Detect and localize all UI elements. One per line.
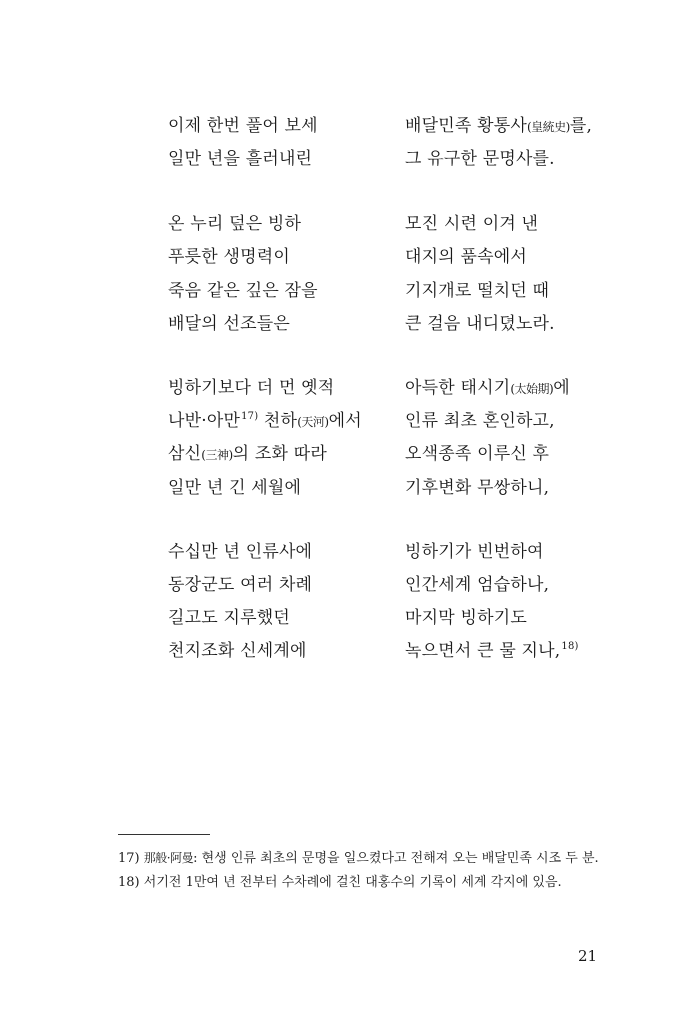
poem-line [405, 114, 592, 139]
poem-line: 죽음 같은 깊은 잠을 [168, 281, 318, 301]
poem-text: 를, [569, 116, 593, 136]
poem-line [168, 442, 327, 467]
poem-text: 에서 [328, 411, 362, 431]
poem-line: 배달의 선조들은 [168, 314, 290, 334]
poem-line: 이제 한번 풀어 보세 [168, 116, 318, 136]
poem-line: 오색종족 이루신 후 [405, 444, 550, 464]
poem-text: 배달민족 황통사 [405, 116, 527, 136]
poem-text: 삼신 [168, 444, 202, 464]
footnote-18 [118, 873, 562, 893]
poem-line [168, 409, 362, 434]
poem-line: 푸릇한 생명력이 [168, 247, 290, 267]
poem-text: 에 [553, 378, 570, 398]
poem-line [405, 376, 570, 401]
poem-line: 수십만 년 인류사에 [168, 542, 313, 562]
poem-line: 동장군도 여러 차례 [168, 575, 313, 595]
poem-line: 일만 년 긴 세월에 [168, 478, 302, 498]
poem-line: 기후변화 무쌍하니, [405, 478, 550, 498]
footnote-ref: 17) [241, 411, 259, 422]
footnote-ref: 18) [561, 641, 579, 652]
footnote-text: : 현생 인류 최초의 문명을 일으켰다고 전해져 오는 배달민족 시조 두 분. [193, 851, 599, 866]
poem-line [405, 639, 579, 663]
hanja-annotation: (太始期) [510, 382, 554, 396]
poem-text: 아득한 태시기 [405, 378, 511, 398]
poem-line: 기지개로 떨치던 때 [405, 281, 550, 301]
page-number: 21 [578, 947, 598, 965]
poem-line: 길고도 지루했던 [168, 608, 290, 628]
footnote-17 [118, 848, 599, 869]
poem-text: 녹으면서 큰 물 지나, [405, 641, 561, 661]
footnote-number: 17) [118, 851, 140, 866]
poem-text: 나반·아만 [168, 411, 241, 431]
hanja-annotation: 那般·阿曼 [143, 851, 194, 865]
poem-line: 모진 시련 이겨 낸 [405, 214, 539, 234]
poem-line: 일만 년을 흘러내린 [168, 149, 313, 169]
poem-line: 온 누리 덮은 빙하 [168, 214, 302, 234]
poem-text: 천하 [258, 411, 298, 431]
footnote-divider [118, 834, 210, 835]
poem-line: 인류 최초 혼인하고, [405, 411, 555, 431]
poem-line: 그 유구한 문명사를. [405, 149, 555, 169]
poem-line: 마지막 빙하기도 [405, 608, 527, 628]
poem-text: 의 조화 따라 [232, 444, 327, 464]
footnote-number: 18) [118, 875, 140, 890]
poem-line: 인간세계 엄습하나, [405, 575, 550, 595]
poem-line: 빙하기가 빈번하여 [405, 542, 544, 562]
hanja-annotation: (三神) [201, 448, 233, 462]
hanja-annotation: (天河) [297, 415, 329, 429]
footnote-text: 서기전 1만여 년 전부터 수차례에 걸친 대홍수의 기록이 세계 각지에 있음. [143, 875, 562, 890]
hanja-annotation: (皇統史) [526, 120, 570, 134]
poem-line: 빙하기보다 더 먼 옛적 [168, 378, 335, 398]
poem-line: 대지의 품속에서 [405, 247, 527, 267]
poem-line: 천지조화 신세계에 [168, 641, 307, 661]
poem-line: 큰 걸음 내디뎠노라. [405, 314, 555, 334]
